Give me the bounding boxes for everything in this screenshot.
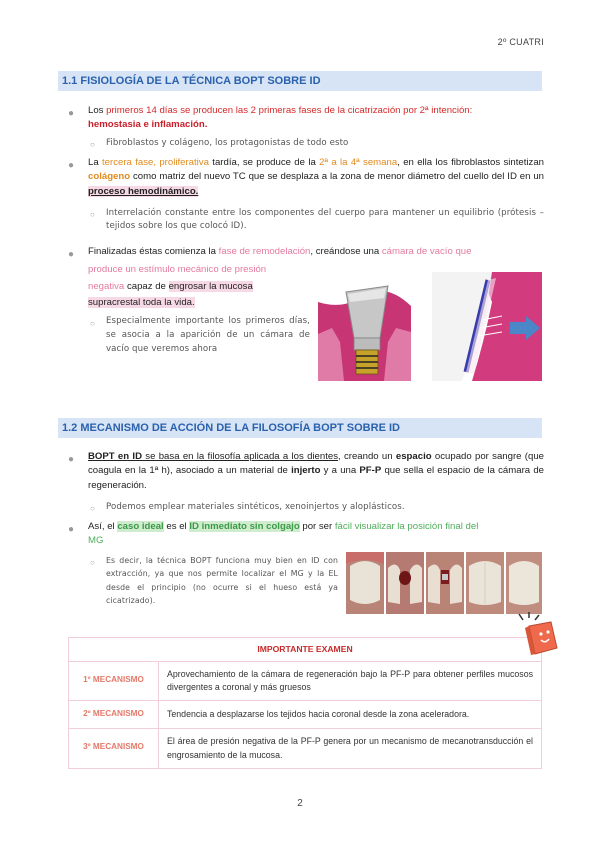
table-row [69, 661, 541, 700]
sub-paragraph-s2-b1: Podemos emplear materiales sintéticos, xenoinjertos y aloplásticos. [106, 502, 405, 512]
table-row [69, 700, 541, 728]
sub-paragraph-s1-b2: Interrelación constante entre los componentes del cuerpo para mantener un equilibrio (prótesis – tejidos sobre los que colocó ID). [106, 208, 544, 231]
clinical-photo-strip [346, 552, 542, 614]
table-header-row [69, 638, 541, 661]
row-label: 1º MECANISMO [69, 662, 159, 700]
row-label: 2º MECANISMO [69, 701, 159, 728]
row-text: Aprovechamiento de la cámara de regeneración bajo la PF-P para obtener perfiles mucosos divergentes a coronal y más gruesos [167, 668, 533, 693]
paragraph-s2-b1: BOPT en ID se basa en la filosofía aplicada a los dientes, creando un espacio ocupado por sangre (que coagula en la 1ª h), asociado a un material de injerto y a una PF-P que sella el espacio de la cámara de regeneración. [88, 451, 544, 491]
row-text: El área de presión negativa de la PF-P genera por un mecanismo de mecanotransducción el engrosamiento de la mucosa. [167, 736, 533, 760]
implant-abutment-illustration [318, 272, 411, 381]
sub-paragraph-s1-b3: Especialmente importante los primeros días, se asocia a la aparición de un cámara de vacío que veremos ahora [106, 316, 310, 355]
sub-bullet-icon: ○ [90, 319, 95, 328]
row-label: 3º MECANISMO [69, 729, 159, 767]
bullet-icon: ● [68, 108, 75, 119]
bullet-icon: ● [68, 524, 75, 535]
sub-bullet-icon: ○ [90, 558, 95, 567]
paragraph-s1-b3-rest: produce un estímulo mecánico de presión negativa capaz de engrosar la mucosa supracrestal toda la vida. [88, 264, 267, 308]
row-text: Tendencia a desplazarse los tejidos hacia coronal desde la zona aceleradora. [167, 709, 470, 720]
paragraph-s1-b2: La tercera fase, proliferativa tardía, se produce de la 2ª a la 4ª semana, en ella los fibroblastos sintetizan colágeno como matriz del nuevo TC que se desplaza a la zona de menor diámetro del cuello del ID en un proceso hemodinámico. [88, 157, 545, 197]
paragraph-s2-b2: Así, el caso ideal es el ID inmediato sin colgajo por ser fácil visualizar la posición final del MG [88, 521, 479, 547]
sub-paragraph-s2-b2: Es decir, la técnica BOPT funciona muy bien en ID con extracción, ya que nos permite localizar el MG y la EL desde el principio (no ocurre si el hueso está ya cicatrizado). [106, 556, 338, 605]
bullet-icon: ● [68, 160, 75, 171]
sub-bullet-icon: ○ [90, 504, 95, 513]
section-title-1: 1.1 FISIOLOGÍA DE LA TÉCNICA BOPT SOBRE ID [58, 71, 542, 91]
table-header: IMPORTANTE EXAMEN [257, 644, 353, 654]
bullet-icon: ● [68, 454, 75, 465]
book-sticker-icon [515, 612, 561, 656]
section-title-2: 1.2 MECANISMO DE ACCIÓN DE LA FILOSOFÍA BOPT SOBRE ID [58, 418, 542, 438]
exam-mechanisms-table [68, 637, 542, 769]
page-number: 2 [297, 798, 303, 809]
sub-bullet-icon: ○ [90, 140, 95, 149]
paragraph-s1-b3-line1: Finalizadas éstas comienza la fase de remodelación, creándose una cámara de vacío que [88, 246, 472, 257]
table-row [69, 728, 541, 767]
sub-paragraph-s1-b1: Fibroblastos y colágeno, los protagonistas de todo esto [106, 138, 349, 148]
bullet-icon: ● [68, 249, 75, 260]
sub-bullet-icon: ○ [90, 210, 95, 219]
course-term: 2º CUATRI [497, 37, 544, 47]
paragraph-s1-b1: Los primeros 14 días se producen las 2 primeras fases de la cicatrización por 2ª intención: hemostasia e inflamación. [88, 105, 473, 131]
vacuum-chamber-illustration [432, 272, 542, 381]
